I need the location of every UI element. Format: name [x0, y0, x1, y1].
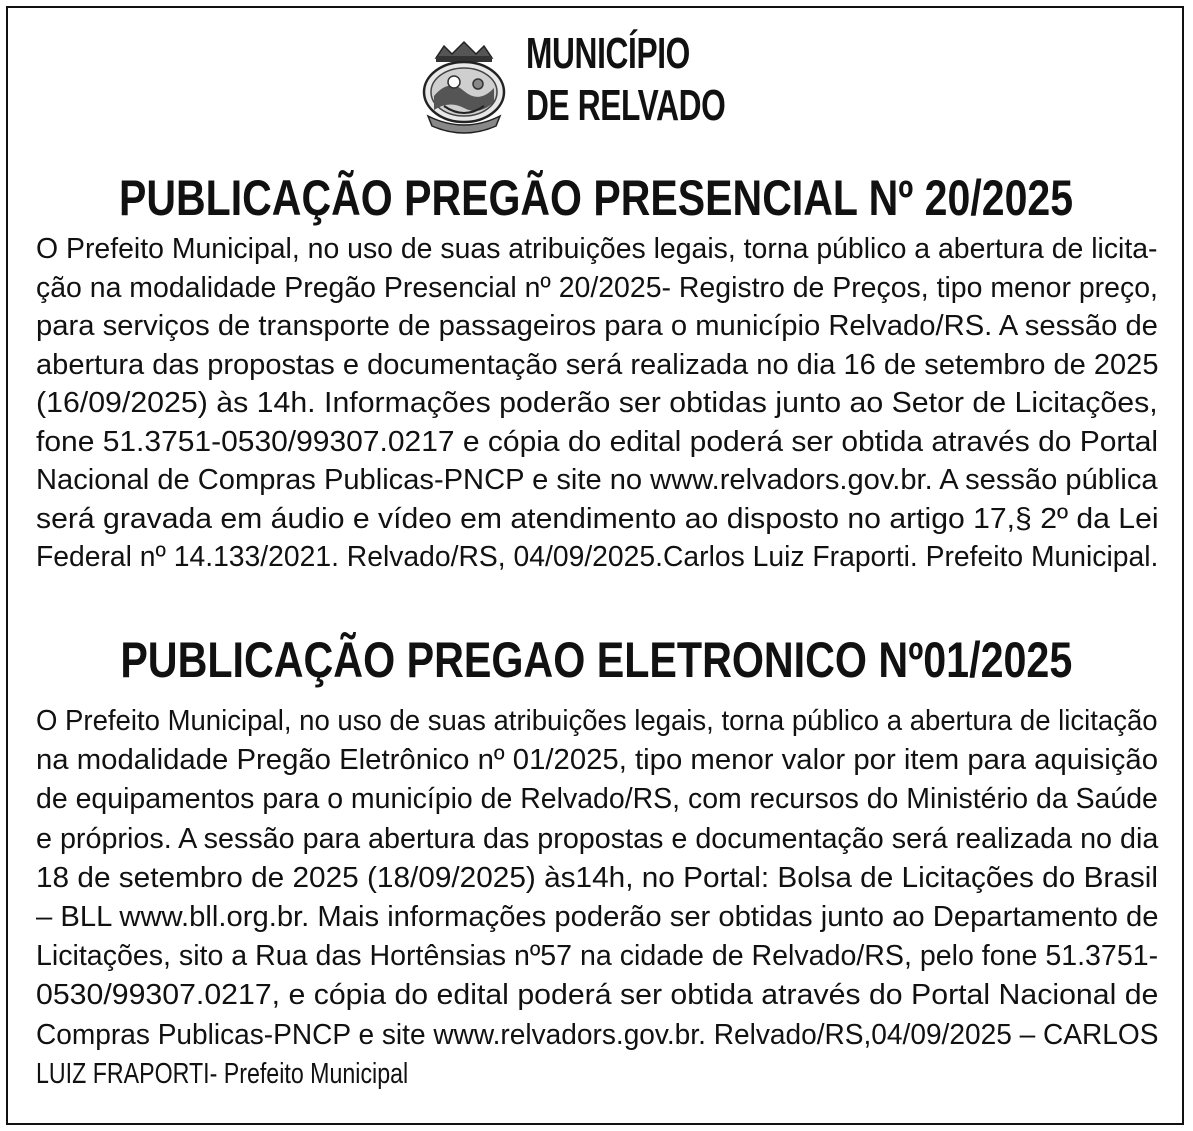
- municipal-coat-of-arms-icon: [414, 36, 514, 136]
- body-line: abertura das propostas e documentação será realizada no dia 16 de setembro de 2025: [36, 348, 1159, 381]
- body-line: Licitações, sito a Rua das Hortênsias nº57 na cidade de Relvado/RS, pelo fone 51.3751-: [36, 940, 1159, 973]
- body-line: LUIZ FRAPORTI- Prefeito Municipal: [36, 1057, 409, 1090]
- body-line: será gravada em áudio e vídeo em atendimento ao disposto no artigo 17,§ 2º da Lei: [36, 502, 1159, 535]
- body-line: Federal nº 14.133/2021. Relvado/RS, 04/09/2025.Carlos Luiz Fraporti. Prefeito Municipal.: [36, 541, 1159, 573]
- body-line: O Prefeito Municipal, no uso de suas atribuições legais, torna público a abertura de licitação: [36, 705, 1158, 737]
- body-line: ção na modalidade Pregão Presencial nº 20/2025- Registro de Preços, tipo menor preço,: [36, 271, 1158, 304]
- body-line: – BLL www.bll.org.br. Mais informações poderão ser obtidas junto ao Departamento de: [36, 900, 1159, 933]
- body-line: de equipamentos para o município de Relvado/RS, com recursos do Ministério da Saúde: [36, 783, 1158, 816]
- body-line: 18 de setembro de 2025 (18/09/2025) às14h, no Portal: Bolsa de Licitações do Brasil: [36, 861, 1159, 894]
- section-1-title: PUBLICAÇÃO PREGÃO PRESENCIAL Nº 20/2025: [119, 170, 1074, 226]
- body-line: 0530/99307.0217, e cópia do edital poderá ser obtida através do Portal Nacional de: [36, 979, 1159, 1012]
- section-2-title: PUBLICAÇÃO PREGAO ELETRONICO Nº01/2025: [120, 632, 1073, 688]
- body-line: na modalidade Pregão Eletrônico nº 01/2025, tipo menor valor por item para aquisição: [36, 744, 1159, 777]
- body-line: e próprios. A sessão para abertura das propostas e documentação será realizada no dia: [36, 822, 1159, 855]
- body-line: fone 51.3751-0530/99307.0217 e cópia do edital poderá ser obtida através do Portal: [36, 425, 1159, 458]
- body-line: Compras Publicas-PNCP e site www.relvadors.gov.br. Relvado/RS,04/09/2025 – CARLOS: [36, 1018, 1159, 1051]
- municipality-line-2: DE RELVADO: [526, 81, 726, 130]
- section-2-body: [36, 702, 1158, 1094]
- body-line: Nacional de Compras Publicas-PNCP e site no www.relvadors.gov.br. A sessão pública: [36, 464, 1158, 496]
- municipality-name: [526, 28, 725, 132]
- municipality-line-1: MUNICÍPIO: [526, 29, 690, 78]
- body-line: para serviços de transporte de passageiros para o município Relvado/RS. A sessão de: [36, 310, 1158, 342]
- municipality-header: [414, 28, 794, 138]
- section-1-body: [36, 230, 1158, 577]
- body-line: (16/09/2025) às 14h. Informações poderão ser obtidas junto ao Setor de Licitações,: [36, 387, 1158, 419]
- body-line: O Prefeito Municipal, no uso de suas atribuições legais, torna público a abertura de licita-: [36, 233, 1158, 265]
